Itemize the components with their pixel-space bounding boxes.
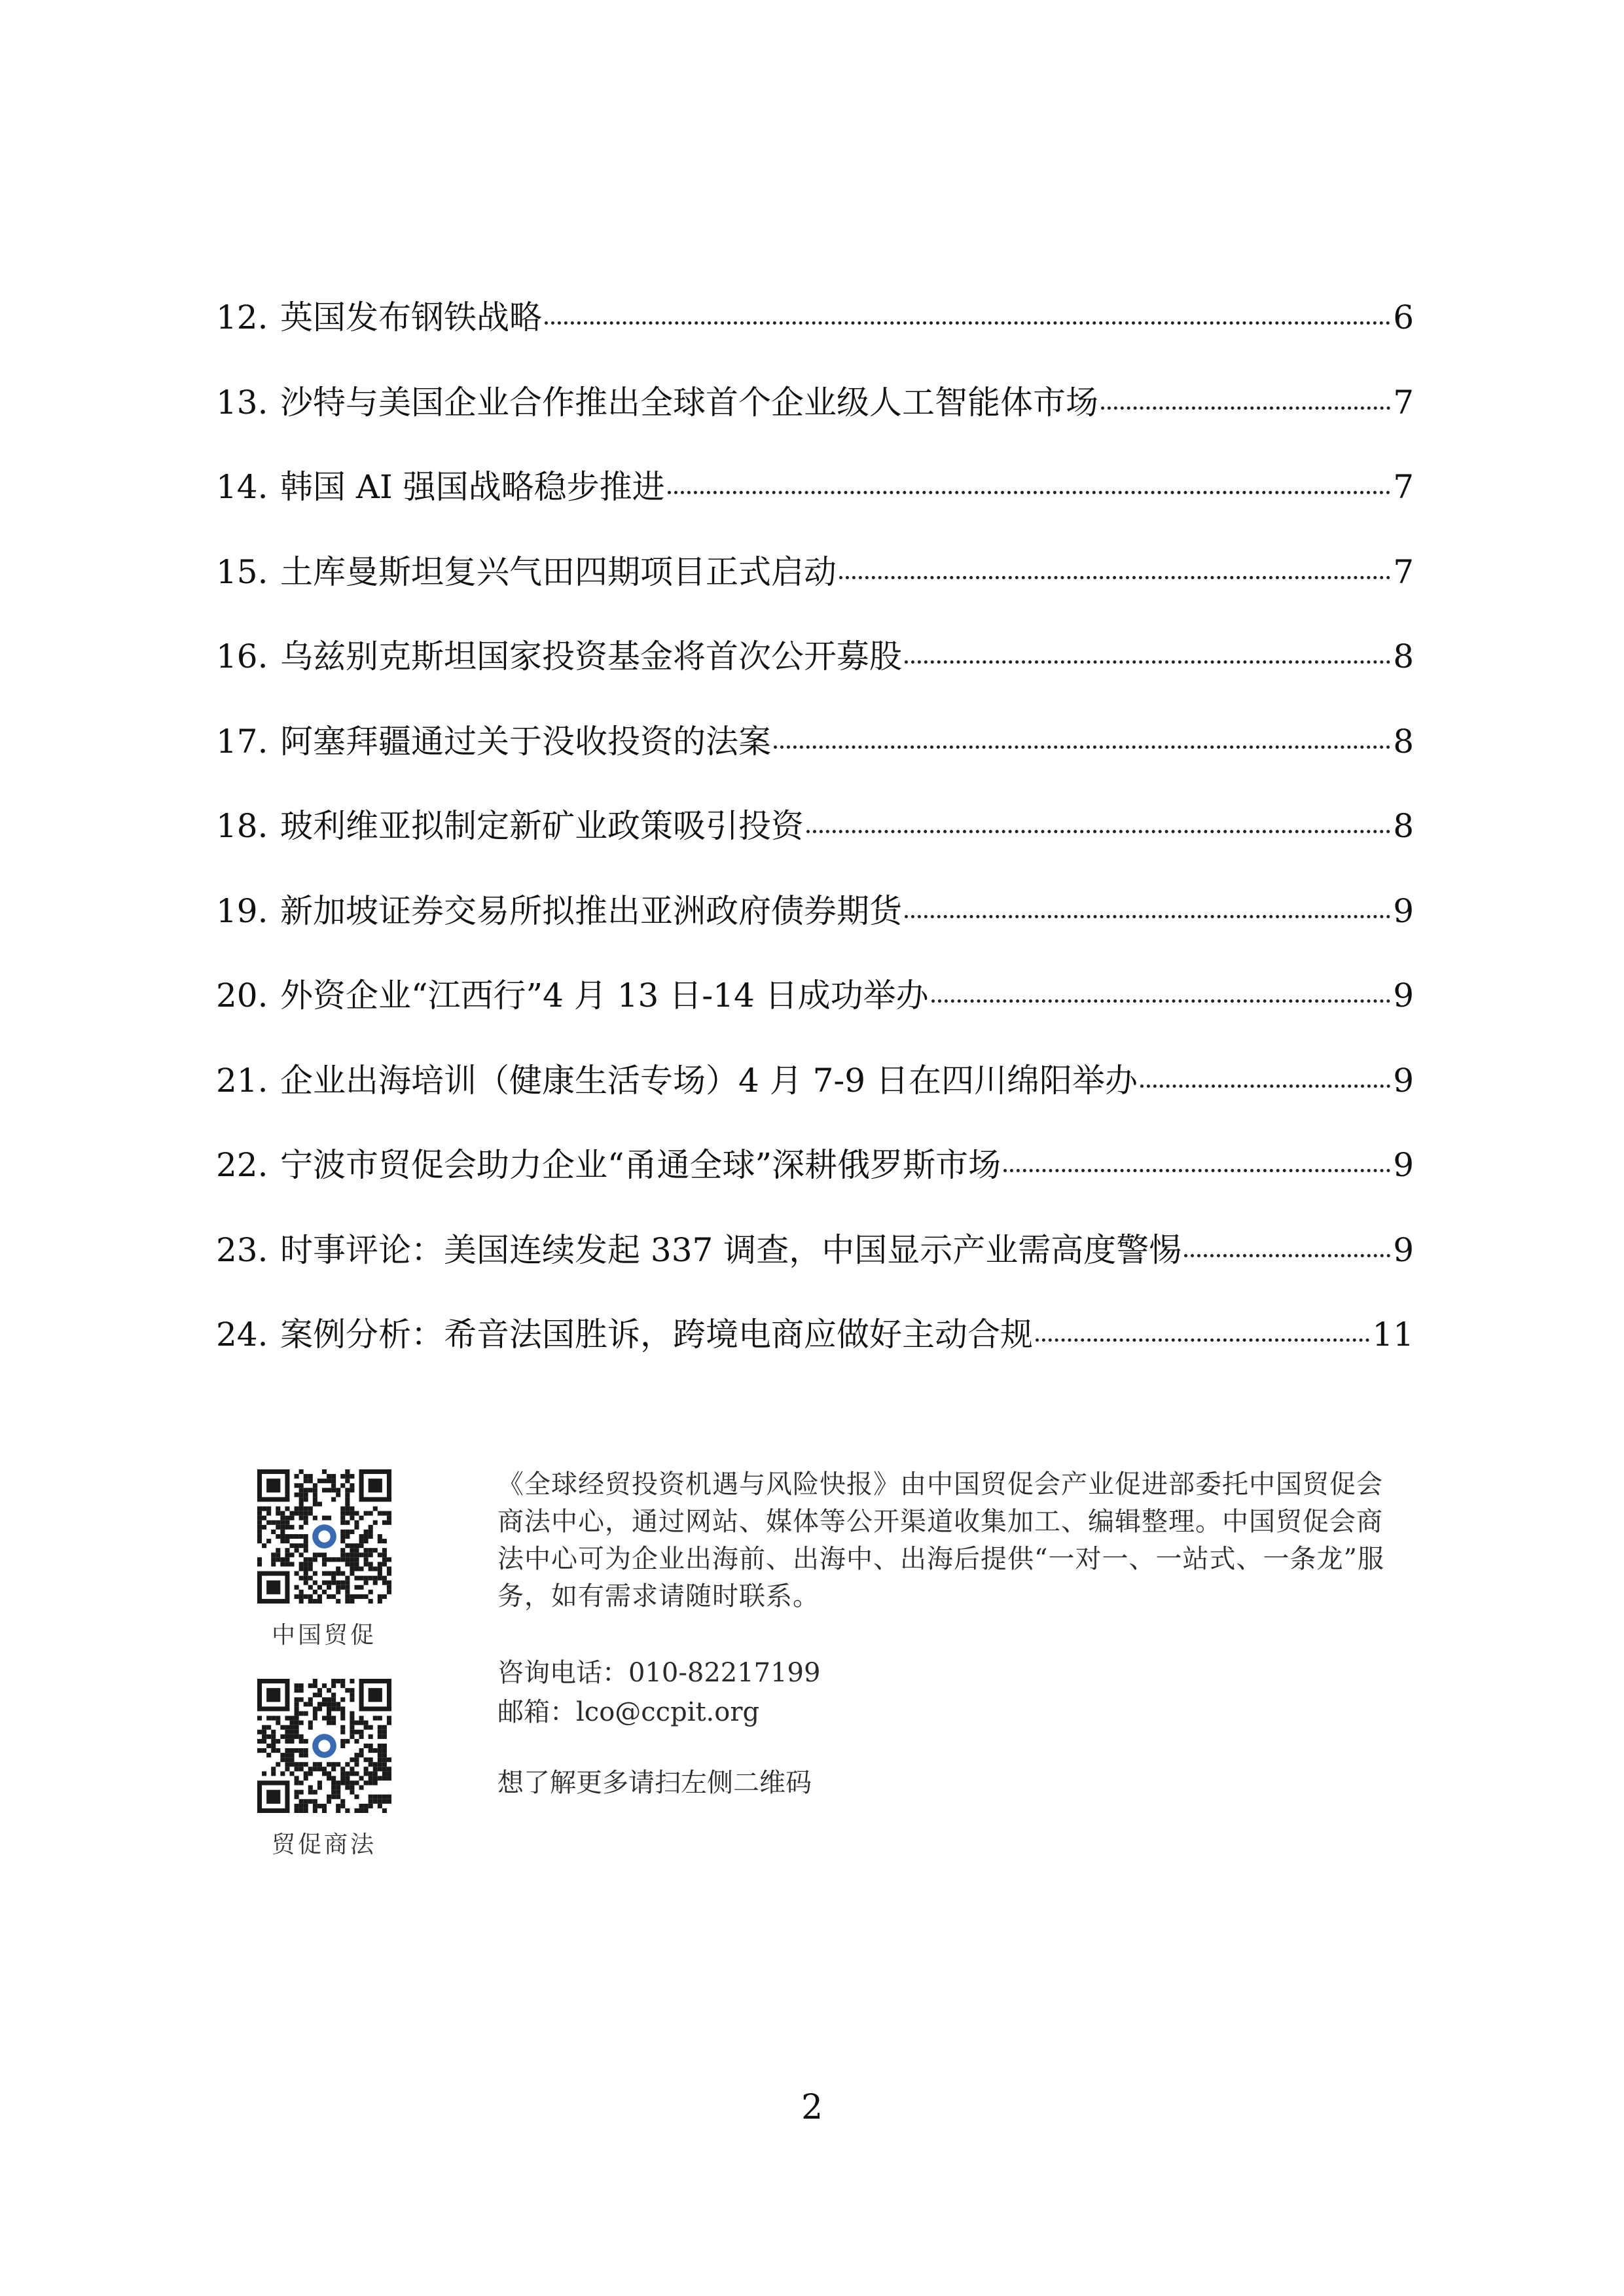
qr-code-icon[interactable] xyxy=(257,1679,391,1813)
toc-entry-page: 7 xyxy=(1393,468,1414,506)
toc-entry-page: 6 xyxy=(1393,298,1414,336)
toc-entry-number: 21. xyxy=(216,1061,268,1100)
phone-line xyxy=(497,1653,1401,1693)
toc-entry-number: 15. xyxy=(216,552,268,591)
toc-dot-leader xyxy=(1101,406,1390,410)
toc-entry-title: 乌兹别克斯坦国家投资基金将首次公开募股 xyxy=(280,637,902,675)
toc-entry-title: 时事评论：美国连续发起 337 调查，中国显示产业需高度警惕 xyxy=(280,1230,1182,1269)
email-line xyxy=(497,1693,1401,1732)
toc-entry[interactable] xyxy=(216,298,1414,383)
toc-entry-page: 9 xyxy=(1393,977,1414,1014)
toc-entry[interactable] xyxy=(216,1315,1414,1400)
toc-entry-number: 17. xyxy=(216,722,268,761)
toc-entry[interactable] xyxy=(216,806,1414,891)
toc-entry-page: 11 xyxy=(1372,1316,1414,1354)
toc-dot-leader xyxy=(905,660,1390,664)
toc-entry[interactable] xyxy=(216,976,1414,1061)
table-of-contents xyxy=(216,298,1414,1400)
toc-dot-leader xyxy=(1036,1338,1369,1342)
info-panel xyxy=(497,1466,1401,1803)
toc-entry-page: 9 xyxy=(1393,1230,1414,1269)
scan-qr-hint: 想了解更多请扫左侧二维码 xyxy=(497,1768,812,1798)
phone-number[interactable]: 010-82217199 xyxy=(628,1658,821,1688)
toc-entry-number: 14. xyxy=(216,468,268,506)
toc-entry-page: 9 xyxy=(1393,891,1414,930)
toc-entry[interactable] xyxy=(216,552,1414,637)
qr-block-commercial-law[interactable] xyxy=(252,1679,396,1859)
toc-entry-title: 韩国 AI 强国战略稳步推进 xyxy=(280,468,665,506)
toc-entry-title: 外资企业“江西行”4 月 13 日-14 日成功举办 xyxy=(280,977,929,1014)
toc-entry[interactable] xyxy=(216,383,1414,468)
toc-entry-title: 沙特与美国企业合作推出全球首个企业级人工智能体市场 xyxy=(280,383,1098,422)
toc-entry-title: 案例分析：希音法国胜诉，跨境电商应做好主动合规 xyxy=(280,1316,1033,1354)
contact-info xyxy=(497,1653,1401,1732)
qr-code-icon[interactable] xyxy=(257,1469,391,1604)
toc-entry-page: 8 xyxy=(1393,807,1414,845)
toc-entry-page: 8 xyxy=(1393,637,1414,675)
service-description: 《全球经贸投资机遇与风险快报》由中国贸促会产业促进部委托中国贸促会商法中心，通过网站、媒体等公开渠道收集加工、编辑整理。中国贸促会商法中心可为企业出海前、出海中、出海后提供“一对一、一站式、一条龙”服务，如有需求请随时联系。 xyxy=(497,1469,1384,1611)
toc-entry-title: 企业出海培训（健康生活专场）4 月 7-9 日在四川绵阳举办 xyxy=(280,1061,1138,1100)
toc-entry[interactable] xyxy=(216,1061,1414,1146)
toc-entry-number: 19. xyxy=(216,891,268,930)
toc-entry[interactable] xyxy=(216,891,1414,977)
toc-entry-title: 英国发布钢铁战略 xyxy=(280,298,542,336)
toc-dot-leader xyxy=(1184,1254,1390,1257)
toc-entry-number: 23. xyxy=(216,1230,268,1269)
toc-entry-title: 新加坡证券交易所拟推出亚洲政府债券期货 xyxy=(280,891,902,930)
toc-entry-number: 24. xyxy=(216,1316,268,1354)
toc-entry-page: 9 xyxy=(1393,1061,1414,1100)
toc-dot-leader xyxy=(1003,1169,1390,1172)
toc-dot-leader xyxy=(839,576,1390,579)
toc-entry-number: 16. xyxy=(216,637,268,675)
qr-caption: 中国贸促 xyxy=(271,1622,376,1649)
toc-entry-number: 20. xyxy=(216,977,268,1014)
email-address[interactable]: lco@ccpit.org xyxy=(576,1697,760,1727)
toc-dot-leader xyxy=(931,999,1391,1003)
toc-dot-leader xyxy=(774,745,1390,749)
toc-entry-page: 7 xyxy=(1393,383,1414,422)
toc-entry-number: 12. xyxy=(216,298,268,336)
toc-entry[interactable] xyxy=(216,637,1414,722)
toc-entry-number: 18. xyxy=(216,807,268,845)
qr-block-ccpit[interactable] xyxy=(252,1469,396,1650)
toc-entry-number: 13. xyxy=(216,383,268,422)
email-label: 邮箱： xyxy=(497,1697,576,1727)
toc-entry[interactable] xyxy=(216,467,1414,552)
toc-entry-page: 9 xyxy=(1393,1146,1414,1184)
toc-entry-number: 22. xyxy=(216,1146,268,1184)
toc-entry[interactable] xyxy=(216,1145,1414,1230)
toc-entry-title: 阿塞拜疆通过关于没收投资的法案 xyxy=(280,722,771,761)
toc-entry[interactable] xyxy=(216,722,1414,807)
toc-dot-leader xyxy=(806,830,1390,833)
toc-dot-leader xyxy=(905,915,1390,918)
toc-entry-page: 7 xyxy=(1393,552,1414,591)
toc-dot-leader xyxy=(545,321,1390,325)
phone-label: 咨询电话： xyxy=(497,1658,628,1688)
toc-entry-page: 8 xyxy=(1393,722,1414,761)
toc-entry-title: 宁波市贸促会助力企业“甬通全球”深耕俄罗斯市场 xyxy=(280,1146,1001,1184)
toc-entry[interactable] xyxy=(216,1230,1414,1316)
page-number: 2 xyxy=(801,2088,823,2127)
qr-caption: 贸促商法 xyxy=(271,1831,376,1858)
toc-dot-leader xyxy=(668,491,1391,494)
toc-dot-leader xyxy=(1140,1085,1390,1088)
toc-entry-title: 玻利维亚拟制定新矿业政策吸引投资 xyxy=(280,807,804,845)
toc-entry-title: 土库曼斯坦复兴气田四期项目正式启动 xyxy=(280,552,837,591)
